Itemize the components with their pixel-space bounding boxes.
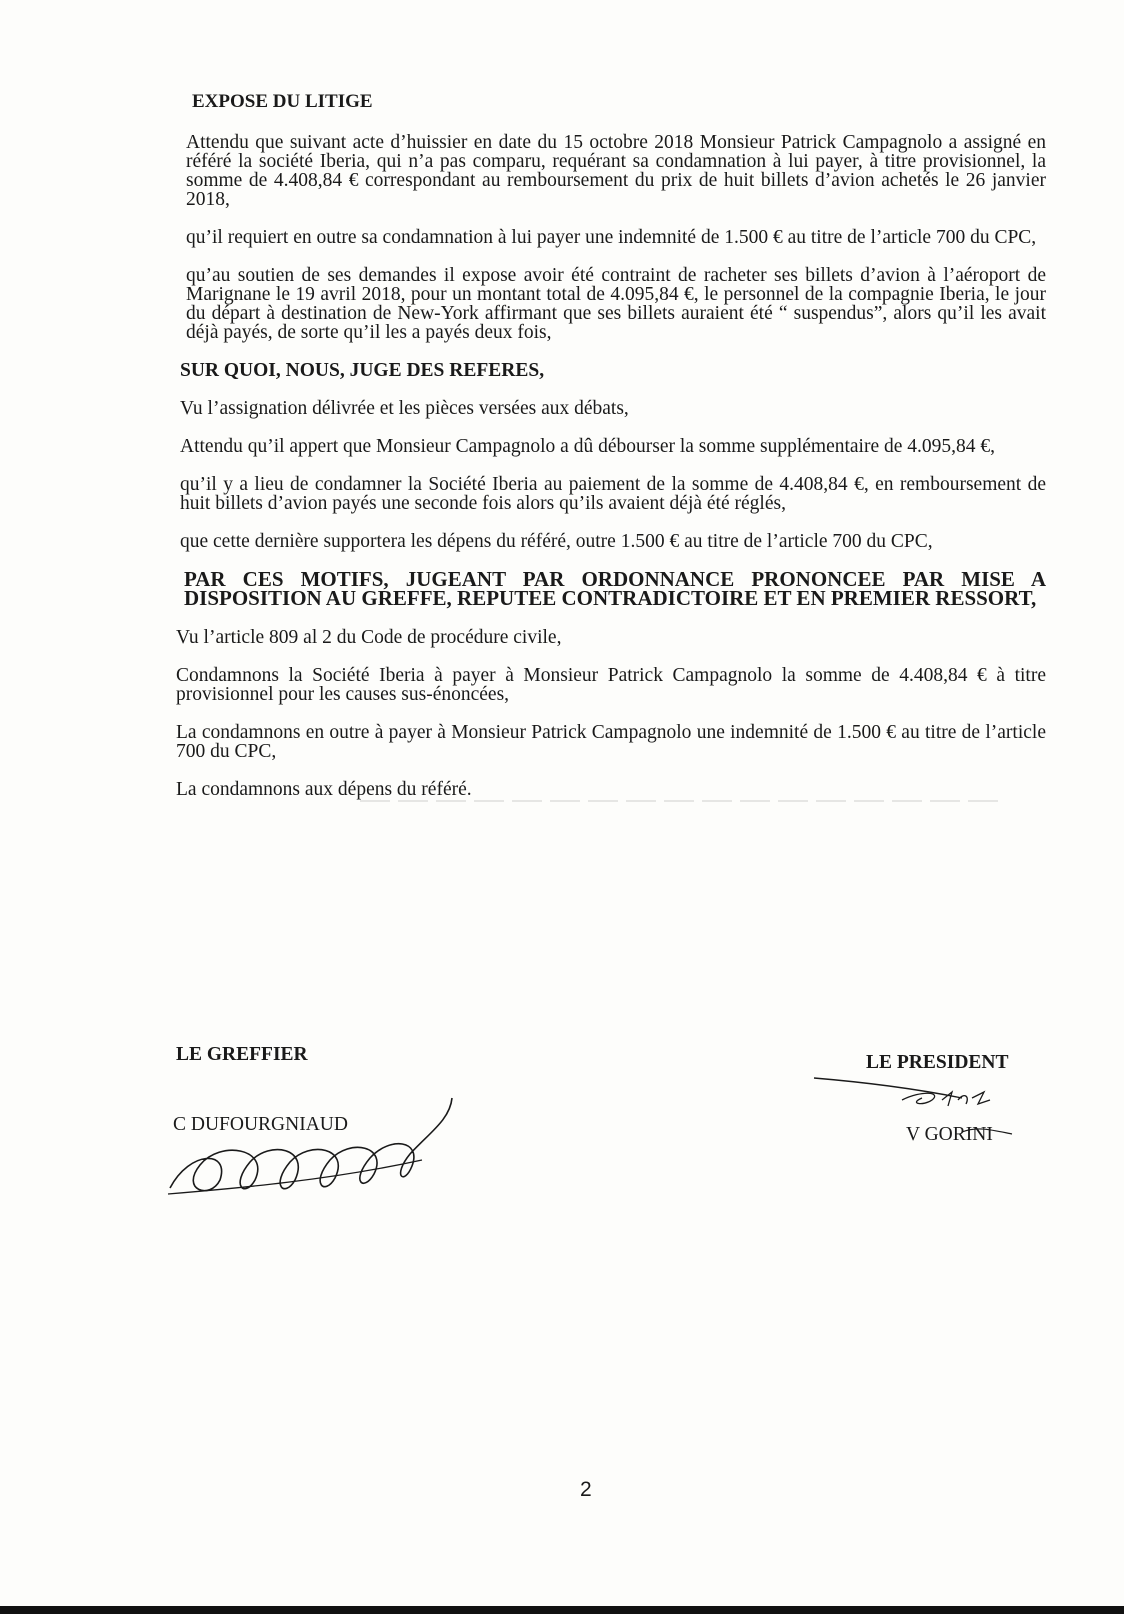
dispositif-depens: La condamnons aux dépens du référé. xyxy=(176,779,472,800)
paragraph-assignation: Attendu que suivant acte d’huissier en date du 15 octobre 2018 Monsieur Patrick Campagnolo a assigné en référé la société Iberia, qui n’a pas comparu, requérant sa condamnation à lui payer, à titre provisionnel, la somme de 4.408,84 € correspondant au remboursement du prix de huit billets d’avion achetés le 26 janvier 2018, xyxy=(186,132,1046,210)
paragraph-attendu-debourser: Attendu qu’il appert que Monsieur Campagnolo a dû débourser la somme supplémentaire de 4.095,84 €, xyxy=(180,436,996,457)
paragraph-sur-quoi: SUR QUOI, NOUS, JUGE DES REFERES, xyxy=(180,360,545,381)
scan-edge xyxy=(0,1606,1124,1614)
dispositif-condamnons: Condamnons la Société Iberia à payer à Monsieur Patrick Campagnolo la somme de 4.408,84 € à titre provisionnel pour les causes sus-énoncées, xyxy=(176,665,1046,705)
paragraph-depens: que cette dernière supportera les dépens du référé, outre 1.500 € au titre de l’article 700 du CPC, xyxy=(180,531,933,552)
greffier-name: C DUFOURGNIAUD xyxy=(173,1114,348,1135)
dispositif-indemnite: La condamnons en outre à payer à Monsieur Patrick Campagnolo une indemnité de 1.500 € au titre de l’article 700 du CPC, xyxy=(176,722,1046,762)
motifs-heading: PAR CES MOTIFS, JUGEANT PAR ORDONNANCE PRONONCEE PAR MISE A DISPOSITION AU GREFFE, REPUTEE CONTRADICTOIRE ET EN PREMIER RESSORT, xyxy=(184,567,1046,610)
paragraph-soutien: qu’au soutien de ses demandes il expose avoir été contraint de racheter ses billets d’avion à l’aéroport de Marignane le 19 avril 2018, pour un montant total de 4.095,84 €, le personnel de la compagnie Iberia, le jour du départ à destination de New-York affirmant que ses billets auraient été “ suspendus”, alors qu’il les avait déjà payés, de sorte qu’il les a payés deux fois, xyxy=(186,265,1046,343)
document-body xyxy=(176,92,1046,818)
president-signature xyxy=(812,1070,1032,1150)
fold-line xyxy=(360,800,1000,802)
signature-block-greffier xyxy=(176,1044,308,1066)
greffier-signature xyxy=(160,1090,470,1210)
president-name: V GORINI xyxy=(906,1124,993,1145)
greffier-label: LE GREFFIER xyxy=(176,1044,308,1065)
paragraph-indemnite: qu’il requiert en outre sa condamnation à lui payer une indemnité de 1.500 € au titre de l’article 700 du CPC, xyxy=(186,227,1037,248)
dispositif-vu-article: Vu l’article 809 al 2 du Code de procédure civile, xyxy=(176,627,562,648)
president-label: LE PRESIDENT xyxy=(866,1052,1009,1073)
paragraph-condamner: qu’il y a lieu de condamner la Société Iberia au paiement de la somme de 4.408,84 €, en remboursement de huit billets d’avion payés une seconde fois alors qu’ils avaient déjà été réglés, xyxy=(180,474,1046,514)
page-number: 2 xyxy=(580,1478,592,1501)
paragraph-vu-assignation: Vu l’assignation délivrée et les pièces versées aux débats, xyxy=(180,398,629,419)
section-heading: EXPOSE DU LITIGE xyxy=(192,91,373,112)
